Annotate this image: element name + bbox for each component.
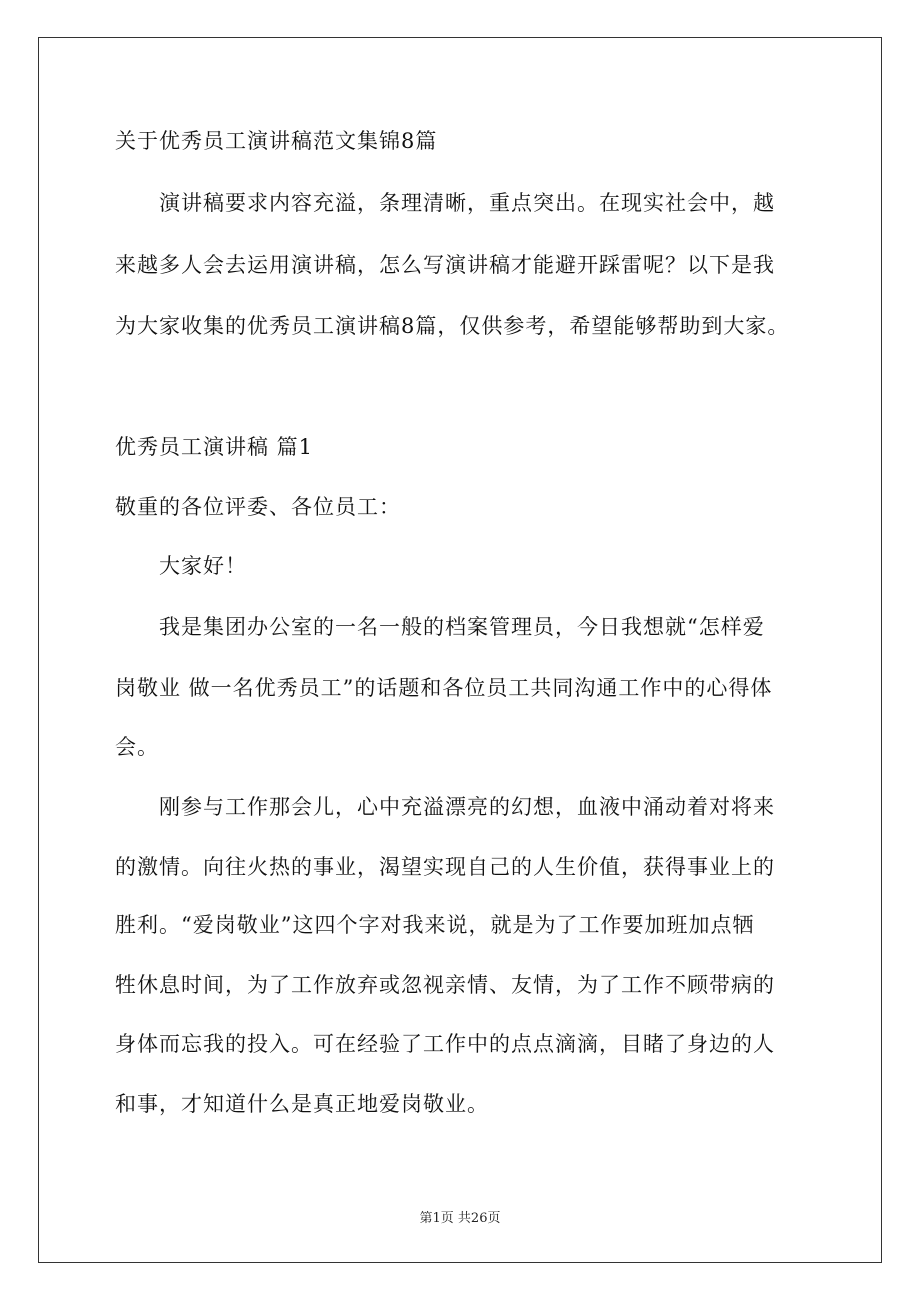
page-border bbox=[38, 37, 882, 1263]
intro-line: 来越多人会去运用演讲稿，怎么写演讲稿才能避开踩雷呢？以下是我 bbox=[115, 253, 775, 277]
intro-line: 为大家收集的优秀员工演讲稿8篇，仅供参考，希望能够帮助到大家。 bbox=[115, 314, 790, 338]
paragraph-line: 的激情。向往火热的事业，渴望实现自己的人生价值，获得事业上的 bbox=[115, 855, 775, 879]
paragraph-line: 我是集团办公室的一名一般的档案管理员，今日我想就“怎样爱 bbox=[159, 615, 765, 639]
intro-line: 演讲稿要求内容充溢，条理清晰，重点突出。在现实社会中，越 bbox=[159, 191, 775, 215]
paragraph-line: 岗敬业 做一名优秀员工”的话题和各位员工共同沟通工作中的心得体 bbox=[115, 676, 773, 700]
paragraph-line: 身体而忘我的投入。可在经验了工作中的点点滴滴，目睹了身边的人 bbox=[115, 1032, 775, 1056]
greeting: 大家好！ bbox=[159, 554, 247, 578]
page-footer: 第1页 共26页 bbox=[419, 1211, 501, 1226]
paragraph-line: 会。 bbox=[115, 735, 159, 759]
salutation: 敬重的各位评委、各位员工： bbox=[115, 495, 401, 519]
paragraph-line: 和事，才知道什么是真正地爱岗敬业。 bbox=[115, 1092, 489, 1116]
document-title: 关于优秀员工演讲稿范文集锦8篇 bbox=[115, 129, 438, 153]
paragraph-line: 胜利。“爱岗敬业”这四个字对我来说，就是为了工作要加班加点牺 bbox=[115, 913, 755, 937]
paragraph-line: 牲休息时间，为了工作放弃或忽视亲情、友情，为了工作不顾带病的 bbox=[115, 973, 775, 997]
section-heading: 优秀员工演讲稿 篇1 bbox=[115, 435, 314, 459]
paragraph-line: 刚参与工作那会儿，心中充溢漂亮的幻想，血液中涌动着对将来 bbox=[159, 795, 775, 819]
